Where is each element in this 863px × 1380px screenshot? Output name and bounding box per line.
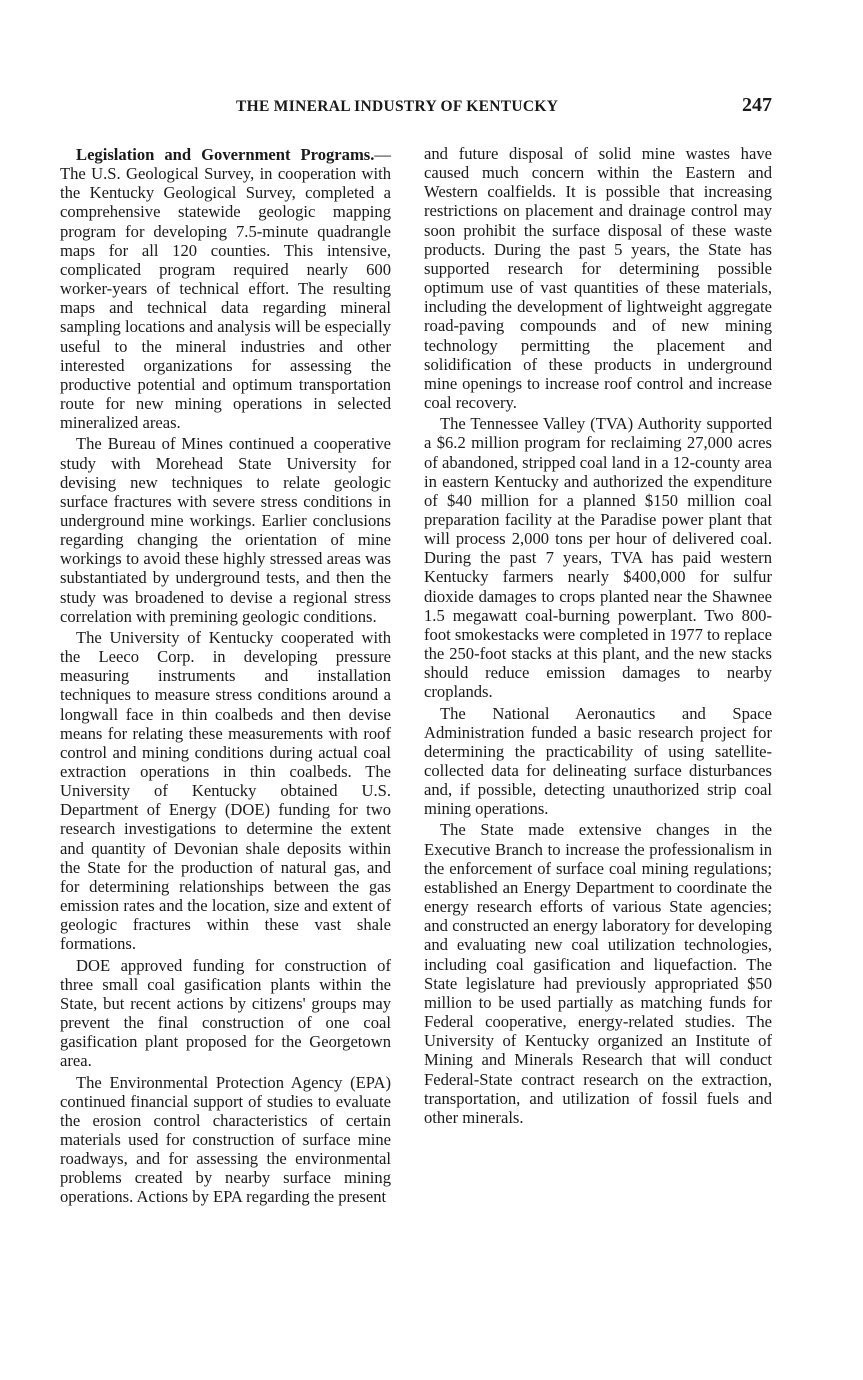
paragraph-mine-wastes: and future disposal of solid mine wastes have caused much concern within the Eastern and Western coalfields. It is possible that increasing restrictions on placement and drainage control may soon prohibit the surface disposal of these waste products. During the past 5 years, the State has supported research for determining possible optimum use of vast quantities of these materials, including the development of lightweight aggregate road-paving compounds and of new mining technology permitting the placement and solidification of these products in underground mine openings to increase roof control and increase coal recovery.	[424, 144, 772, 413]
right-column	[424, 144, 772, 1129]
paragraph-state-changes: The State made extensive changes in the Executive Branch to increase the professionalism in the enforcement of surface coal mining regulations; established an Energy Department to coordinate the energy research efforts of various State agencies; and constructed an energy laboratory for developing and evaluating new coal utilization technologies, including coal gasification and liquefaction. The State legislature had previously appropriated $50 million to be used partially as matching funds for Federal cooperative, energy-related studies. The University of Kentucky organized an Institute of Mining and Minerals Research that will conduct Federal-State contract research on the extraction, transportation, and utilization of fossil fuels and other minerals.	[424, 820, 772, 1127]
paragraph-university-of-kentucky: The University of Kentucky cooperated with the Leeco Corp. in developing pressure measuring instruments and installation techniques to measure stress conditions around a longwall face in thin coalbeds and then devise means for relating these measurements with roof control and mining conditions during actual coal extraction operations in thin coalbeds. The University of Kentucky obtained U.S. Department of Energy (DOE) funding for two research investigations to determine the extent and quantity of Devonian shale deposits within the State for the production of natural gas, and for determining relationships between the gas emission rates and the location, size and extent of geologic fractures within these vast shale formations.	[60, 627, 391, 954]
running-head	[60, 96, 780, 120]
paragraph-doe-gasification: DOE approved funding for construction of three small coal gasification plants within the State, but recent actions by citizens' groups may prevent the final construction of one coal gasification plant proposed for the Georgetown area.	[60, 955, 391, 1071]
paragraph-text: —The U.S. Geological Survey, in cooperation with the Kentucky Geological Survey, completed a comprehensive statewide geologic mapping program for developing 7.5-minute quadrangle maps for all 120 counties. This intensive, complicated program required nearly 600 worker-years of technical effort. The resulting maps and technical data regarding mineral sampling locations and analysis will be especially useful to the mineral industries and other interested organizations for assessing the productive potential and optimum transportation route for new mining operations in selected mineralized areas.	[60, 145, 391, 433]
section-heading: Legislation and Government Programs.	[76, 145, 375, 164]
paragraph-bureau-of-mines: The Bureau of Mines continued a cooperative study with Morehead State University for devising new techniques to relate geologic surface fractures with severe stress conditions in underground mine workings. Earlier conclusions regarding changing the orientation of mine workings to avoid these highly stressed areas was substantiated by underground tests, and then the study was broadened to devise a regional stress correlation with premining geologic conditions.	[60, 434, 391, 626]
page-number: 247	[742, 94, 772, 116]
paragraph-tva: The Tennessee Valley (TVA) Authority supported a $6.2 million program for reclaiming 27,000 acres of abandoned, stripped coal land in a 12-county area in eastern Kentucky and authorized the expenditure of $40 million for a planned $150 million coal preparation facility at the Paradise power plant that will process 2,000 tons per hour of delivered coal. During the past 7 years, TVA has paid western Kentucky farmers nearly $400,000 for sulfur dioxide damages to crops planted near the Shawnee 1.5 megawatt coal-burning powerplant. Two 800-foot smokestacks were completed in 1977 to replace the 250-foot stacks at this plant, and the new stacks should reduce emission damages to nearby croplands.	[424, 414, 772, 702]
paragraph-nasa: The National Aeronautics and Space Administration funded a basic research project for determining the practicability of using satellite-collected data for delineating surface disturbances and, if possible, detecting unauthorized strip coal mining operations.	[424, 703, 772, 819]
running-title: THE MINERAL INDUSTRY OF KENTUCKY	[236, 98, 559, 115]
paragraph-epa: The Environmental Protection Agency (EPA) continued financial support of studies to evaluate the erosion control characteristics of certain materials used for construction of surface mine roadways, and for assessing the environmental problems created by nearby surface mining operations. Actions by EPA regarding the present	[60, 1072, 391, 1207]
paragraph-legislation	[60, 145, 391, 432]
left-column	[60, 145, 391, 1209]
